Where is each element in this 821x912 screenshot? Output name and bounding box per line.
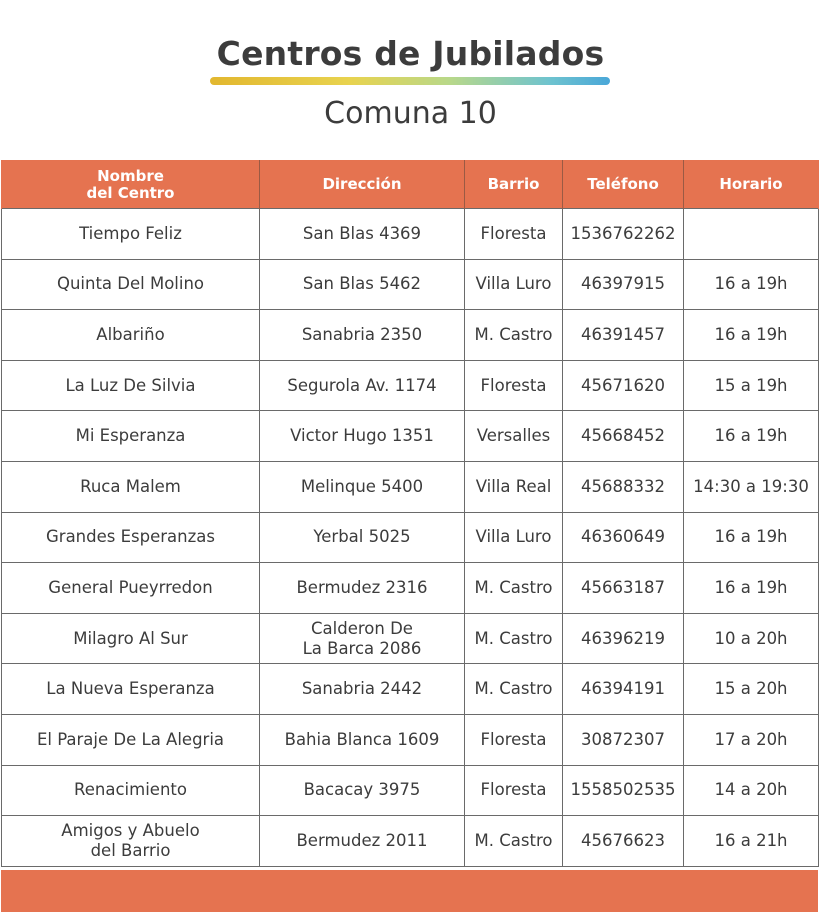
title-underline-gradient: [210, 77, 610, 85]
cell-telefono: 1558502535: [563, 765, 684, 816]
cell-nombre: [2, 765, 260, 816]
cell-nombre-line: La Nueva Esperanza: [46, 679, 215, 699]
column-header-telefono: Teléfono: [563, 161, 684, 209]
table-row: [2, 765, 819, 816]
page-subtitle: Comuna 10: [324, 96, 497, 131]
table-row: [2, 461, 819, 512]
cell-horario: [684, 209, 819, 260]
cell-direccion-line: Bacacay 3975: [303, 780, 421, 800]
cell-nombre: [2, 613, 260, 664]
cell-horario: 16 a 19h: [684, 310, 819, 361]
table-row: [2, 310, 819, 361]
cell-telefono: 46391457: [563, 310, 684, 361]
cell-horario: 15 a 20h: [684, 664, 819, 715]
table-row: [2, 563, 819, 614]
cell-direccion-line: Segurola Av. 1174: [287, 375, 437, 395]
cell-nombre-line: Mi Esperanza: [75, 426, 186, 446]
cell-nombre: [2, 512, 260, 563]
table-row: [2, 816, 819, 867]
cell-barrio: Villa Luro: [465, 512, 563, 563]
cell-nombre-line: Ruca Malem: [80, 476, 181, 496]
cell-telefono: 46394191: [563, 664, 684, 715]
cell-nombre: [2, 259, 260, 310]
cell-barrio: Floresta: [465, 209, 563, 260]
cell-direccion: [260, 714, 465, 765]
cell-direccion-line: Yerbal 5025: [313, 527, 411, 547]
table-row: [2, 613, 819, 664]
cell-direccion: [260, 461, 465, 512]
cell-horario: 17 a 20h: [684, 714, 819, 765]
cell-barrio: Villa Real: [465, 461, 563, 512]
cell-telefono: 45676623: [563, 816, 684, 867]
cell-nombre-line: Amigos y Abuelo: [61, 820, 200, 840]
cell-nombre-line: Quinta Del Molino: [56, 274, 205, 294]
table-row: [2, 411, 819, 462]
cell-direccion: [260, 613, 465, 664]
cell-direccion-line: La Barca 2086: [302, 638, 422, 658]
table-row: [2, 714, 819, 765]
column-header-nombre-line2: del Centro: [86, 183, 175, 202]
column-header-horario: Horario: [684, 161, 819, 209]
cell-barrio: Villa Luro: [465, 259, 563, 310]
table-row: [2, 360, 819, 411]
cell-telefono: 46360649: [563, 512, 684, 563]
cell-direccion-line: Bahia Blanca 1609: [284, 729, 440, 749]
cell-nombre: [2, 411, 260, 462]
cell-horario: 16 a 19h: [684, 411, 819, 462]
cell-direccion-line: Melinque 5400: [300, 476, 424, 496]
cell-nombre-line: Albariño: [96, 324, 165, 344]
cell-barrio: Floresta: [465, 714, 563, 765]
cell-direccion: [260, 765, 465, 816]
cell-barrio: Versalles: [465, 411, 563, 462]
cell-horario: 10 a 20h: [684, 613, 819, 664]
cell-telefono: 45688332: [563, 461, 684, 512]
cell-horario: 16 a 21h: [684, 816, 819, 867]
cell-direccion-line: Sanabria 2442: [301, 679, 423, 699]
cell-horario: 15 a 19h: [684, 360, 819, 411]
cell-direccion: [260, 259, 465, 310]
cell-nombre-line: General Pueyrredon: [48, 577, 213, 597]
cell-nombre: [2, 664, 260, 715]
centros-table: [1, 160, 819, 867]
cell-nombre: [2, 360, 260, 411]
cell-horario: 14:30 a 19:30: [684, 461, 819, 512]
cell-direccion: [260, 563, 465, 614]
cell-direccion: [260, 360, 465, 411]
cell-direccion-line: San Blas 4369: [302, 223, 422, 243]
header-row: [2, 161, 819, 209]
page-title: Centros de Jubilados: [216, 34, 605, 73]
cell-direccion: [260, 664, 465, 715]
cell-barrio: M. Castro: [465, 816, 563, 867]
cell-barrio: Floresta: [465, 765, 563, 816]
cell-nombre-line: El Paraje De La Alegria: [36, 729, 225, 749]
table-row: [2, 209, 819, 260]
cell-horario: 16 a 19h: [684, 259, 819, 310]
cell-nombre: [2, 816, 260, 867]
table-row: [2, 512, 819, 563]
cell-direccion: [260, 816, 465, 867]
cell-nombre: [2, 209, 260, 260]
table-header: [2, 161, 819, 209]
cell-direccion-line: Calderon De: [311, 618, 413, 638]
cell-horario: 16 a 19h: [684, 512, 819, 563]
cell-direccion-line: Victor Hugo 1351: [290, 426, 434, 446]
column-header-nombre: [2, 161, 260, 209]
cell-nombre: [2, 461, 260, 512]
cell-telefono: 45671620: [563, 360, 684, 411]
column-header-direccion: Dirección: [260, 161, 465, 209]
cell-direccion-line: San Blas 5462: [302, 274, 422, 294]
footer-bar: [1, 870, 818, 912]
cell-telefono: 1536762262: [563, 209, 684, 260]
column-header-nombre-line1: Nombre: [97, 166, 164, 185]
cell-nombre-line: La Luz De Silvia: [65, 375, 196, 395]
cell-barrio: M. Castro: [465, 664, 563, 715]
cell-barrio: M. Castro: [465, 563, 563, 614]
cell-nombre-line: del Barrio: [90, 840, 171, 860]
cell-direccion: [260, 209, 465, 260]
cell-nombre-line: Renacimiento: [74, 780, 187, 800]
table-row: [2, 259, 819, 310]
cell-telefono: 45663187: [563, 563, 684, 614]
cell-horario: 14 a 20h: [684, 765, 819, 816]
cell-direccion: [260, 512, 465, 563]
cell-nombre: [2, 310, 260, 361]
cell-telefono: 45668452: [563, 411, 684, 462]
cell-barrio: M. Castro: [465, 613, 563, 664]
table-body: [2, 209, 819, 867]
cell-direccion: [260, 310, 465, 361]
cell-nombre: [2, 563, 260, 614]
cell-nombre: [2, 714, 260, 765]
cell-nombre-line: Milagro Al Sur: [73, 628, 188, 648]
cell-horario: 16 a 19h: [684, 563, 819, 614]
cell-direccion-line: Sanabria 2350: [301, 324, 423, 344]
cell-telefono: 46397915: [563, 259, 684, 310]
cell-direccion-line: Bermudez 2316: [296, 577, 428, 597]
cell-telefono: 46396219: [563, 613, 684, 664]
cell-direccion-line: Bermudez 2011: [296, 830, 428, 850]
cell-nombre-line: Grandes Esperanzas: [46, 527, 215, 547]
cell-nombre-line: Tiempo Feliz: [79, 223, 182, 243]
cell-telefono: 30872307: [563, 714, 684, 765]
cell-direccion: [260, 411, 465, 462]
column-header-barrio: Barrio: [465, 161, 563, 209]
table-row: [2, 664, 819, 715]
cell-barrio: M. Castro: [465, 310, 563, 361]
cell-barrio: Floresta: [465, 360, 563, 411]
